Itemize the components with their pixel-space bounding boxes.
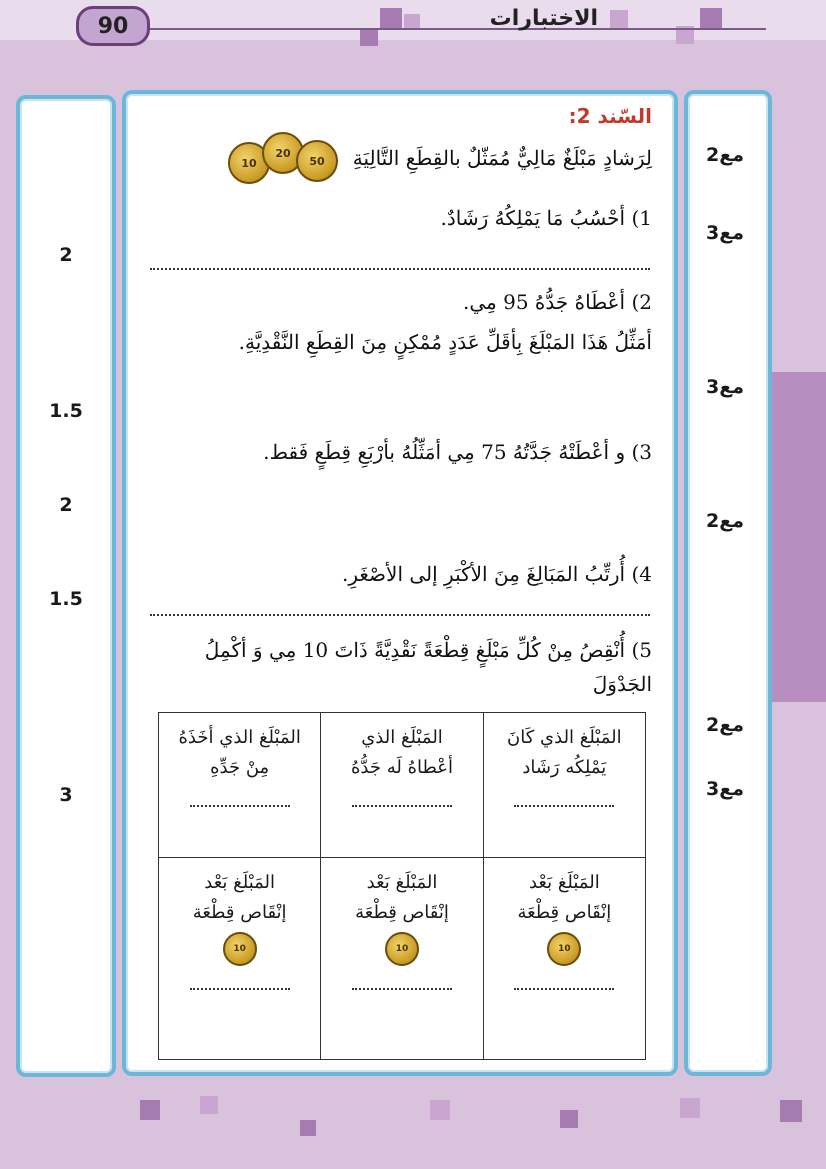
cell-label: المَبْلَغ بَعْد إنْقَاص قِطْعَة bbox=[192, 871, 287, 923]
criterion-label: مع2 bbox=[706, 144, 744, 166]
decor-square bbox=[380, 8, 402, 30]
cell-label: المَبْلَغ بَعْد إنْقَاص قِطْعَة bbox=[355, 871, 449, 923]
cell-answer-line bbox=[514, 978, 614, 990]
criterion-label: مع3 bbox=[706, 376, 744, 398]
criterion-label: مع2 bbox=[706, 510, 744, 532]
criterion-label: مع2 bbox=[706, 714, 744, 736]
score-value: 2 bbox=[59, 494, 73, 516]
coin-10-icon: 10 bbox=[223, 932, 257, 966]
question-5-continued: الجَدْوَلَ bbox=[592, 672, 652, 696]
cell-answer-line bbox=[190, 795, 290, 807]
question-3: 3) و أعْطَتْهُ جَدَّتُهُ 75 مِي أمَثِّلُهُ بأرْبَعِ قِطَعٍ فَقط. bbox=[263, 440, 652, 464]
coin-20-icon: 20 bbox=[262, 132, 304, 174]
cell-label: المَبْلَغ بَعْد إنْقَاص قِطْعَة bbox=[517, 871, 612, 923]
cell-answer-line bbox=[514, 795, 614, 807]
cell-answer-line bbox=[352, 978, 452, 990]
cell-answer-line bbox=[352, 795, 452, 807]
table-row bbox=[159, 857, 646, 1059]
table-cell bbox=[321, 857, 483, 1059]
table-row bbox=[159, 713, 646, 858]
header-rule bbox=[146, 28, 766, 30]
decor-square bbox=[680, 1098, 700, 1118]
coin-10-icon: 10 bbox=[385, 932, 419, 966]
criterion-label: مع3 bbox=[706, 222, 744, 244]
page-title: الاختبارات bbox=[489, 6, 598, 31]
decor-square bbox=[560, 1110, 578, 1128]
decor-square bbox=[430, 1100, 450, 1120]
score-value: 1.5 bbox=[49, 400, 83, 422]
coin-10-icon: 10 bbox=[228, 142, 270, 184]
score-value: 3 bbox=[59, 784, 73, 806]
table-cell bbox=[483, 857, 645, 1059]
table-cell bbox=[483, 713, 645, 858]
question-4: 4) أُرتِّبُ المَبَالِغَ مِنَ الأكْبَرِ إلى الأصْغَرِ. bbox=[342, 562, 652, 586]
question-5: 5) أُنْقِصُ مِنْ كُلِّ مَبْلَغٍ قِطْعَةً نَقْدِيَّةً ذَاتَ 10 مِي وَ أكْمِلُ bbox=[204, 638, 652, 662]
score-column bbox=[16, 95, 116, 1077]
cell-answer-line bbox=[190, 978, 290, 990]
question-2: 2) أعْطَاهُ جَدُّهُ 95 مِي. bbox=[463, 290, 652, 314]
question-1: 1) أحْسُبُ مَا يَمْلِكُهُ رَشَادٌ. bbox=[440, 206, 652, 230]
page-number: 90 bbox=[76, 6, 150, 46]
section-title: السّند 2: bbox=[568, 104, 652, 128]
decor-bar bbox=[766, 372, 826, 702]
table-cell bbox=[159, 857, 321, 1059]
cell-label: المَبْلَغ الذي أعْطاهُ لَه جَدُّهُ bbox=[351, 727, 454, 778]
decor-square bbox=[200, 1096, 218, 1114]
decor-square bbox=[360, 28, 378, 46]
question-2-detail: أمَثِّلُ هَذَا المَبْلَغَ بِأقَلِّ عَدَدٍ مُمْكِنٍ مِنَ القِطَعِ النَّقْدِيَّةِ. bbox=[238, 330, 652, 354]
decor-square bbox=[700, 8, 722, 30]
intro-text: لِرَشادٍ مَبْلَغٌ مَالِيٌّ مُمَثّلٌ بالقِطَعِ التَّالِيَةِ bbox=[352, 146, 652, 170]
score-value: 1.5 bbox=[49, 588, 83, 610]
answer-line bbox=[150, 266, 650, 270]
coin-10-icon: 10 bbox=[547, 932, 581, 966]
decor-square bbox=[780, 1100, 802, 1122]
cell-label: المَبْلَغ الذي أخَذَهُ مِنْ جَدِّهِ bbox=[178, 727, 301, 778]
decor-square bbox=[610, 10, 628, 28]
score-value: 2 bbox=[59, 244, 73, 266]
answer-line bbox=[150, 612, 650, 616]
decor-square bbox=[300, 1120, 316, 1136]
table-cell bbox=[159, 713, 321, 858]
cell-label: المَبْلَغ الذي كَانَ يَمْلِكُه رَشَاد bbox=[507, 727, 622, 778]
coin-50-icon: 50 bbox=[296, 140, 338, 182]
table-cell bbox=[321, 713, 483, 858]
criterion-label: مع3 bbox=[706, 778, 744, 800]
decor-square bbox=[140, 1100, 160, 1120]
answer-table bbox=[158, 712, 646, 1060]
